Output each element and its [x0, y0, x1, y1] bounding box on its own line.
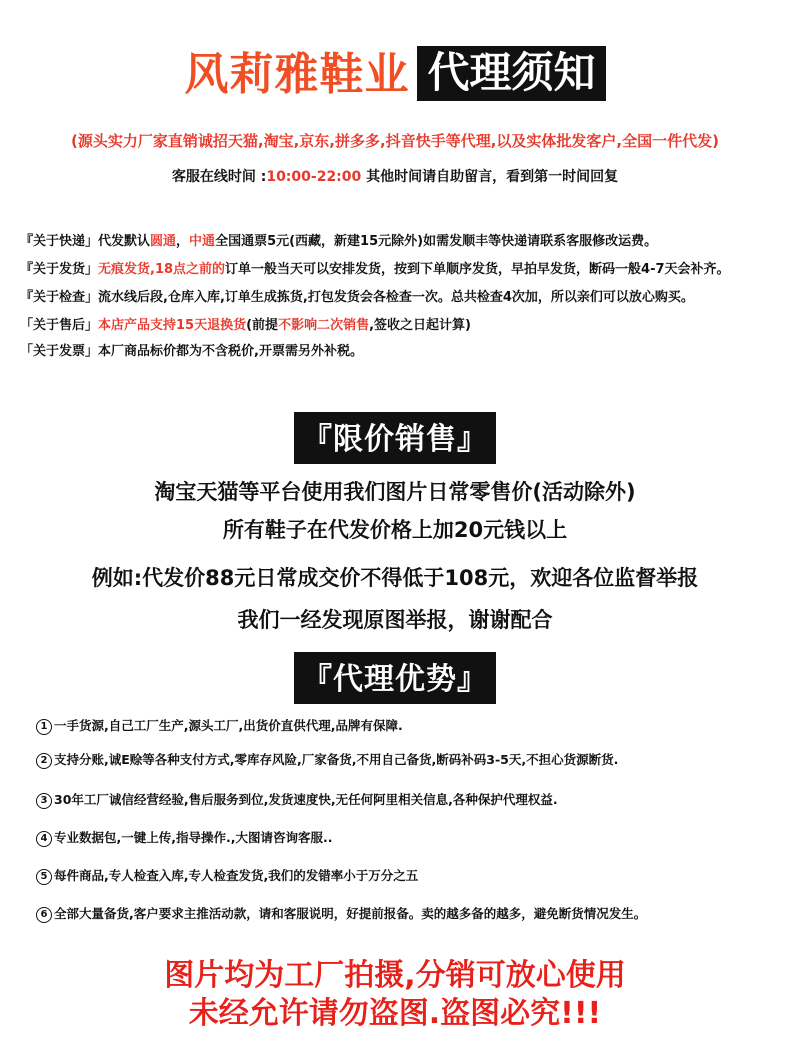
subtitle: (源头实力厂家直销诚招天猫,淘宝,京东,拼多多,抖音快手等代理,以及实体批发客户,全国一件代发) [71, 132, 719, 150]
circled-number-icon: 5 [36, 869, 52, 885]
brand-name: 风莉雅鞋业 [184, 49, 410, 100]
advantage-heading: 『代理优势』 [294, 652, 496, 704]
notice-segment: 「关于售后」 [20, 318, 99, 333]
limit-line: 我们一经发现原图举报，谢谢配合 [237, 608, 553, 632]
advantage-item [36, 904, 786, 923]
notice-item [20, 286, 790, 305]
notice-segment: 圆通 [150, 234, 177, 249]
limit-heading-wrap [0, 412, 790, 464]
notice-segment: (前提 [246, 318, 279, 333]
title-box: 代理须知 [417, 46, 605, 101]
notice-segment: 「关于发票」本厂商品标价都为不含税价,开票需另外补税。 [20, 344, 363, 359]
circled-number-icon: 6 [36, 907, 52, 923]
notice-segment: 全国通票5元(西藏，新建15元除外)如需发顺丰等快递请联系客服修改运费。 [215, 234, 658, 249]
notice-segment: 『关于发货」 [20, 262, 99, 277]
notice-segment: 本店产品支持15天退换货 [98, 318, 247, 333]
advantage-text: 全部大量备货,客户要求主推活动款，请和客服说明，好提前报备。卖的越多备的越多，避免断货情况发生。 [54, 906, 647, 921]
notice-segment: 『关于快递」代发默认 [20, 234, 151, 249]
notice-segment: 中通 [189, 234, 216, 249]
notice-item [20, 258, 790, 277]
limit-line: 例如:代发价88元日常成交价不得低于108元，欢迎各位监督举报 [91, 566, 699, 590]
advantage-heading-wrap [0, 652, 790, 704]
advantage-text: 30年工厂诚信经营经验,售后服务到位,发货速度快,无任何阿里相关信息,各种保护代理权益. [54, 792, 558, 807]
notice-segment: 『关于检查」流水线后段,仓库入库,订单生成拣货,打包发货会各检查一次。总共检查4次加，所以亲们可以放心购买。 [20, 290, 694, 305]
notice-item [20, 340, 790, 359]
footer-warning-2: 未经允许请勿盗图.盗图必究!!! [188, 996, 602, 1031]
notice-segment: 订单一般当天可以安排发货，按到下单顺序发货，早拍早发货，断码一般4-7天会补齐。 [225, 262, 730, 277]
advantage-text: 每件商品,专人检查入库,专人检查发货,我们的发错率小于万分之五 [54, 868, 419, 883]
advantage-item [36, 716, 786, 735]
service-suffix: 其他时间请自助留言，看到第一时间回复 [361, 169, 619, 185]
circled-number-icon: 1 [36, 719, 52, 735]
service-prefix: 客服在线时间 : [171, 169, 267, 185]
circled-number-icon: 3 [36, 793, 52, 809]
circled-number-icon: 4 [36, 831, 52, 847]
circled-number-icon: 2 [36, 753, 52, 769]
limit-line: 所有鞋子在代发价格上加20元钱以上 [222, 518, 568, 542]
service-hours [0, 166, 790, 186]
notice-segment: 不影响二次销售 [278, 318, 370, 333]
advantage-item [36, 750, 786, 769]
service-time: 10:00-22:00 [266, 169, 362, 185]
notice-segment: ， [176, 234, 190, 249]
notice-item [20, 314, 790, 333]
advantage-item [36, 828, 786, 847]
limit-line: 淘宝天猫等平台使用我们图片日常零售价(活动除外) [154, 480, 636, 504]
footer-warning-1: 图片均为工厂拍摄,分销可放心使用 [164, 958, 626, 993]
notice-segment: 无痕发货,18点之前的 [98, 262, 226, 277]
page-title [0, 38, 790, 102]
notice-item [20, 230, 790, 249]
advantage-item [36, 790, 786, 809]
advantage-text: 一手货源,自己工厂生产,源头工厂,出货价直供代理,品牌有保障. [54, 718, 403, 733]
limit-heading: 『限价销售』 [294, 412, 496, 464]
advantage-item [36, 866, 786, 885]
advantage-text: 支持分账,诚E赊等各种支付方式,零库存风险,厂家备货,不用自己备货,断码补码3-5天,不担心货源断货. [54, 752, 619, 767]
advantage-text: 专业数据包,一键上传,指导操作.,大图请咨询客服.. [54, 830, 333, 845]
notice-segment: ,签收之日起计算) [369, 318, 471, 333]
